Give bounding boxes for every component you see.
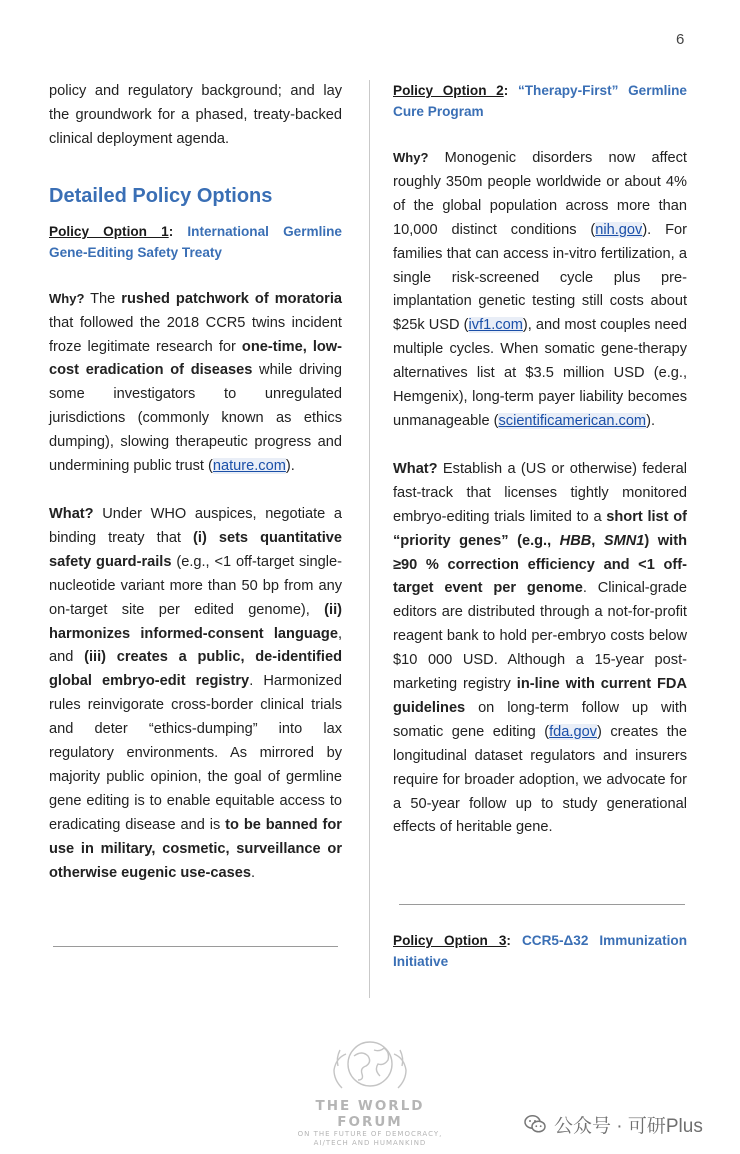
text: Establish a (US or otherwise) federal fast-track that licenses tightly monitored embryo-editing trials limited to a	[393, 460, 687, 525]
text: that followed the 2018 CCR5 twins incident froze legitimate research for	[49, 314, 342, 355]
world-forum-logo	[285, 1036, 455, 1147]
bold-text: to be banned for use in military, cosmetic, surveillance or otherwise eugenic use-cases	[49, 816, 342, 881]
why-label: Why?	[393, 150, 429, 165]
text: .	[250, 864, 256, 881]
text: on long-term follow up with somatic gene editing (	[393, 699, 687, 740]
logo-subtitle: AI/TECH AND HUMANKIND	[313, 1139, 427, 1147]
page-number: 6	[676, 31, 685, 48]
logo-title: THE WORLD FORUM	[315, 1098, 425, 1130]
what-paragraph	[393, 458, 687, 841]
text: The	[84, 290, 122, 307]
fda-link[interactable]: fda.gov	[549, 723, 597, 740]
bold-text: one-time, low-cost eradication of diseases	[49, 338, 342, 379]
colon: :	[506, 933, 522, 948]
text: while driving some investigators to unregulated jurisdictions (commonly known as ethics dumping), slowing therapeutic progress and undermining public trust (	[49, 362, 342, 475]
policy-option-label: Policy Option 3	[393, 933, 507, 948]
right-column	[393, 80, 687, 840]
column-divider	[369, 80, 370, 998]
gene-name: HBB	[559, 532, 592, 549]
globe-hands-icon	[310, 1036, 430, 1094]
right-divider	[399, 904, 685, 905]
colon: :	[168, 223, 188, 239]
bold-text: ,	[591, 532, 604, 549]
text: ) creates the longitudinal dataset regulators and insurers require for broader adoption, we advocate for a 50-year follow up to study generational effects of heritable gene.	[393, 723, 687, 836]
colon: :	[503, 83, 518, 98]
intro-paragraph: policy and regulatory background; and lay the groundwork for a phased, treaty-backed clinical deployment agenda.	[49, 83, 342, 147]
gene-name: SMN1	[603, 532, 645, 549]
policy-option-name: “Therapy-First” Germline Cure Program	[393, 83, 687, 119]
policy-option-label: Policy Option 2	[393, 83, 504, 98]
ivf1-link[interactable]: ivf1.com	[468, 317, 523, 334]
bold-text: rushed patchwork of moratoria	[121, 290, 342, 307]
text: ), and most couples need multiple cycles. When somatic gene-therapy alternatives list at $3.5 million USD (e.g., Hemgenix), long-term payer liability becomes unmanageable (	[393, 317, 687, 429]
why-label: Why?	[49, 290, 85, 306]
why-paragraph	[49, 287, 342, 479]
text: ).	[285, 458, 295, 475]
text: Under WHO auspices, negotiate a binding treaty that	[49, 505, 342, 546]
text: Monogenic disorders now affect roughly 350m people worldwide or about 4% of the global population across more than 10,000 distinct conditions (	[393, 150, 687, 238]
wechat-icon	[524, 1114, 546, 1134]
section-heading: Detailed Policy Options	[49, 184, 273, 207]
text: , and	[49, 625, 342, 666]
text: . Clinical-grade editors are distributed through a not-for-profit reagent bank to hold per-embryo costs below $10 000 USD. Although a 15-year post-marketing registry	[393, 580, 687, 693]
logo-subtitle: ON THE FUTURE OF DEMOCRACY,	[297, 1130, 443, 1138]
text: ).	[646, 412, 656, 429]
bold-text: (iii) creates a public, de-identified global embryo-edit registry	[49, 649, 342, 690]
policy-option-2-title	[393, 80, 687, 122]
policy-option-3-block	[393, 930, 687, 972]
watermark	[524, 1112, 703, 1136]
policy-option-name: International Germline Gene-Editing Safety Treaty	[49, 223, 342, 260]
what-paragraph	[49, 503, 342, 886]
text: . Harmonized rules reinvigorate cross-border clinical trials and deter “ethics-dumping” into lax regulatory environments. As mirrored by majority public opinion, the goal of germline gene editing is to enable equitable access to eradicating disease and is	[49, 673, 342, 833]
bold-text: (i) sets quantitative safety guard-rails	[49, 529, 342, 570]
left-divider	[53, 946, 338, 947]
policy-option-label: Policy Option 1	[49, 223, 169, 239]
text: ). For families that can access in-vitro fertilization, a single risk-screened cycle plus pre-implantation genetic testing still costs about $25k USD (	[393, 221, 687, 334]
bold-text: (ii) harmonizes informed-consent language	[49, 601, 342, 642]
policy-option-3-title	[393, 930, 687, 972]
bold-text: in-line with current FDA guidelines	[393, 676, 687, 716]
watermark-text: 公众号 · 可研Plus	[554, 1115, 703, 1137]
bold-text: short list of “priority genes” (e.g.,	[393, 508, 687, 549]
bold-text: ) with ≥90 % correction efficiency and <1 off-target event per genome	[393, 532, 687, 597]
what-label: What?	[49, 505, 94, 522]
policy-option-name: CCR5-Δ32 Immunization Initiative	[393, 933, 688, 969]
policy-option-1-title	[49, 221, 342, 263]
scientificamerican-link[interactable]: scientificamerican.com	[498, 412, 647, 429]
left-column	[49, 80, 342, 885]
nature-link[interactable]: nature.com	[212, 458, 286, 475]
nih-link[interactable]: nih.gov	[595, 221, 643, 238]
text: (e.g., <1 off-target single-nucleotide variant more than 50 bp from any on-target site per edited genome),	[49, 553, 342, 618]
why-paragraph	[393, 146, 687, 434]
what-label: What?	[393, 460, 438, 477]
